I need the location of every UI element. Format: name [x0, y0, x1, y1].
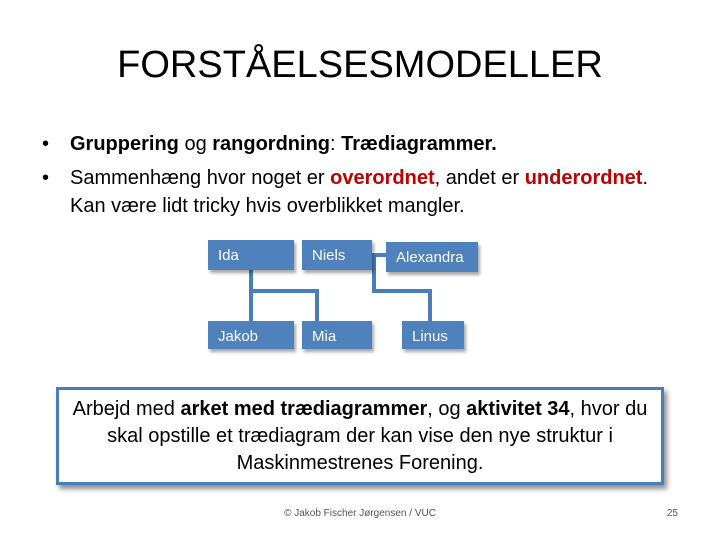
connector-line [249, 289, 253, 321]
bold-text: arket med trædiagrammer [180, 398, 428, 420]
connector-line [249, 289, 319, 293]
assignment-callout [56, 387, 664, 485]
red-bold-text: underordnet [524, 167, 643, 189]
connector-line [372, 289, 432, 293]
page-number: 25 [666, 508, 678, 519]
tree-node-jakob [208, 321, 294, 349]
bullet-dot: • [42, 167, 50, 189]
tree-node-linus [402, 321, 464, 349]
bold-text: Gruppering [70, 133, 179, 155]
text: : [330, 133, 342, 155]
red-bold-text: overordnet [330, 167, 435, 189]
connector-line [372, 253, 376, 293]
tree-node-niels [302, 240, 372, 270]
slide-title: FORSTÅELSESMODELLER [117, 44, 603, 86]
node-label: Niels [312, 247, 346, 264]
node-label: Jakob [218, 328, 259, 345]
node-label: Mia [312, 328, 337, 345]
text: . Kan være lidt tricky hvis overblikket mangler. [70, 167, 649, 217]
text: , andet er [434, 167, 525, 189]
tree-node-ida [208, 240, 294, 270]
connector-line [315, 289, 319, 321]
slide-footer: © Jakob Fischer Jørgensen / VUC [284, 508, 436, 519]
bullet-item [42, 130, 682, 158]
text: og [178, 133, 213, 155]
connector-line [428, 289, 432, 321]
bullet-item [42, 164, 682, 220]
bold-text: Trædiagrammer. [341, 133, 497, 155]
text: Sammenhæng hvor noget er [70, 167, 331, 189]
node-label: Linus [412, 328, 448, 345]
tree-node-alexandra [386, 242, 478, 272]
bold-text: rangordning [212, 133, 331, 155]
bold-text: aktivitet 34 [466, 398, 570, 420]
node-label: Ida [218, 247, 239, 264]
text: Arbejd med [72, 398, 181, 420]
node-label: Alexandra [396, 249, 464, 266]
text: , og [427, 398, 467, 420]
bullet-list [42, 130, 682, 226]
text: , hvor du skal opstille et trædiagram der kan vise den nye struktur i Maskinmestrenes Forening. [107, 398, 648, 474]
tree-node-mia [302, 321, 372, 349]
bullet-dot: • [42, 133, 50, 155]
